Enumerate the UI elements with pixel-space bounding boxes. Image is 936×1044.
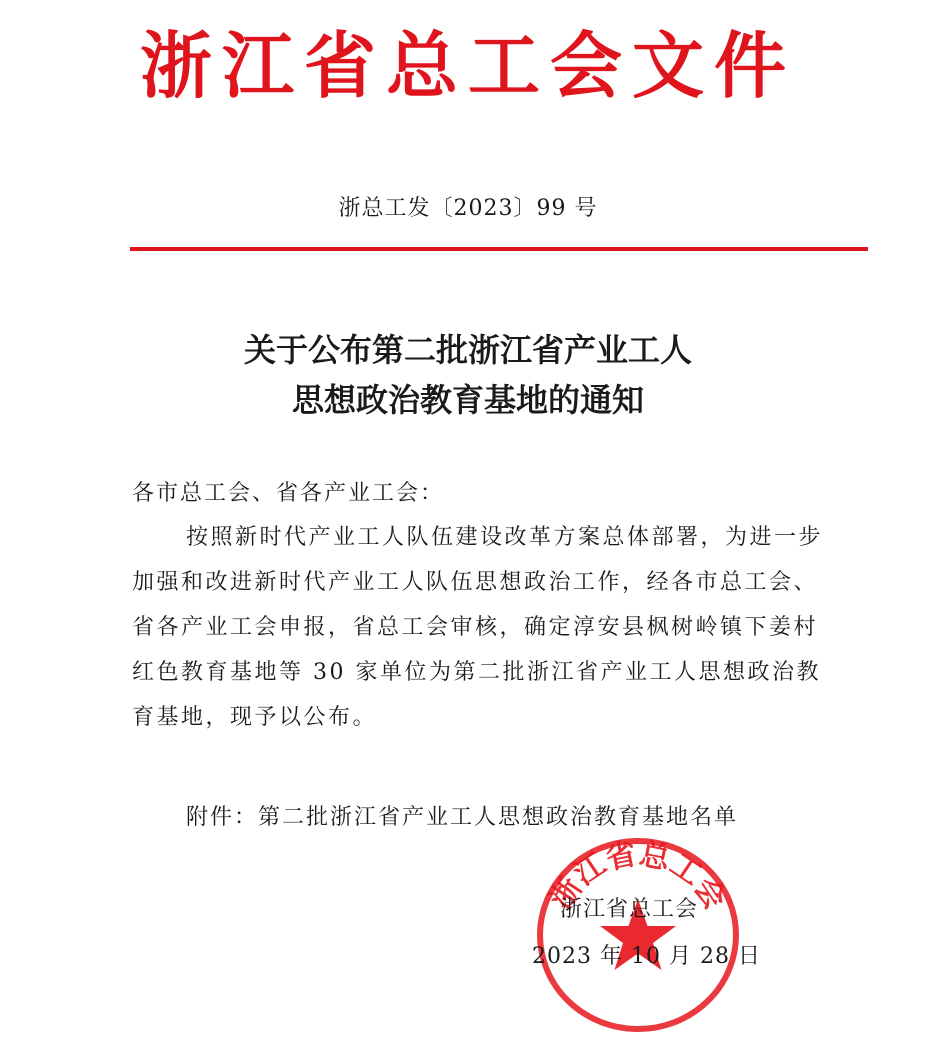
document-number: 浙总工发〔2023〕99 号 <box>338 196 598 221</box>
body-paragraph <box>132 515 872 740</box>
issuer-name: 浙江省总工会 <box>560 897 699 922</box>
document-header-title: 浙江省总工会文件 <box>139 24 796 108</box>
official-seal-stamp <box>532 835 744 1035</box>
header-red-divider <box>130 247 868 251</box>
paragraph-line: 省各产业工会申报，省总工会审核，确定淳安县枫树岭镇下姜村 <box>132 615 819 640</box>
attachment-line: 附件：第二批浙江省产业工人思想政治教育基地名单 <box>186 805 739 830</box>
paragraph-line: 育基地，现予以公布。 <box>132 705 378 730</box>
notice-title-line-2: 思想政治教育基地的通知 <box>291 381 644 419</box>
salutation: 各市总工会、省各产业工会： <box>132 481 445 506</box>
paragraph-line: 红色教育基地等 30 家单位为第二批浙江省产业工人思想政治教 <box>132 660 821 685</box>
notice-title <box>0 325 936 425</box>
seal-arc-text: 浙江省总工会 <box>543 836 733 916</box>
notice-title-line-1: 关于公布第二批浙江省产业工人 <box>243 331 692 369</box>
paragraph-line: 加强和改进新时代产业工人队伍思想政治工作，经各市总工会、 <box>132 570 819 595</box>
paragraph-line: 按照新时代产业工人队伍建设改革方案总体部署，为进一步 <box>186 525 824 550</box>
issue-date: 2023 年 10 月 28 日 <box>532 944 761 969</box>
